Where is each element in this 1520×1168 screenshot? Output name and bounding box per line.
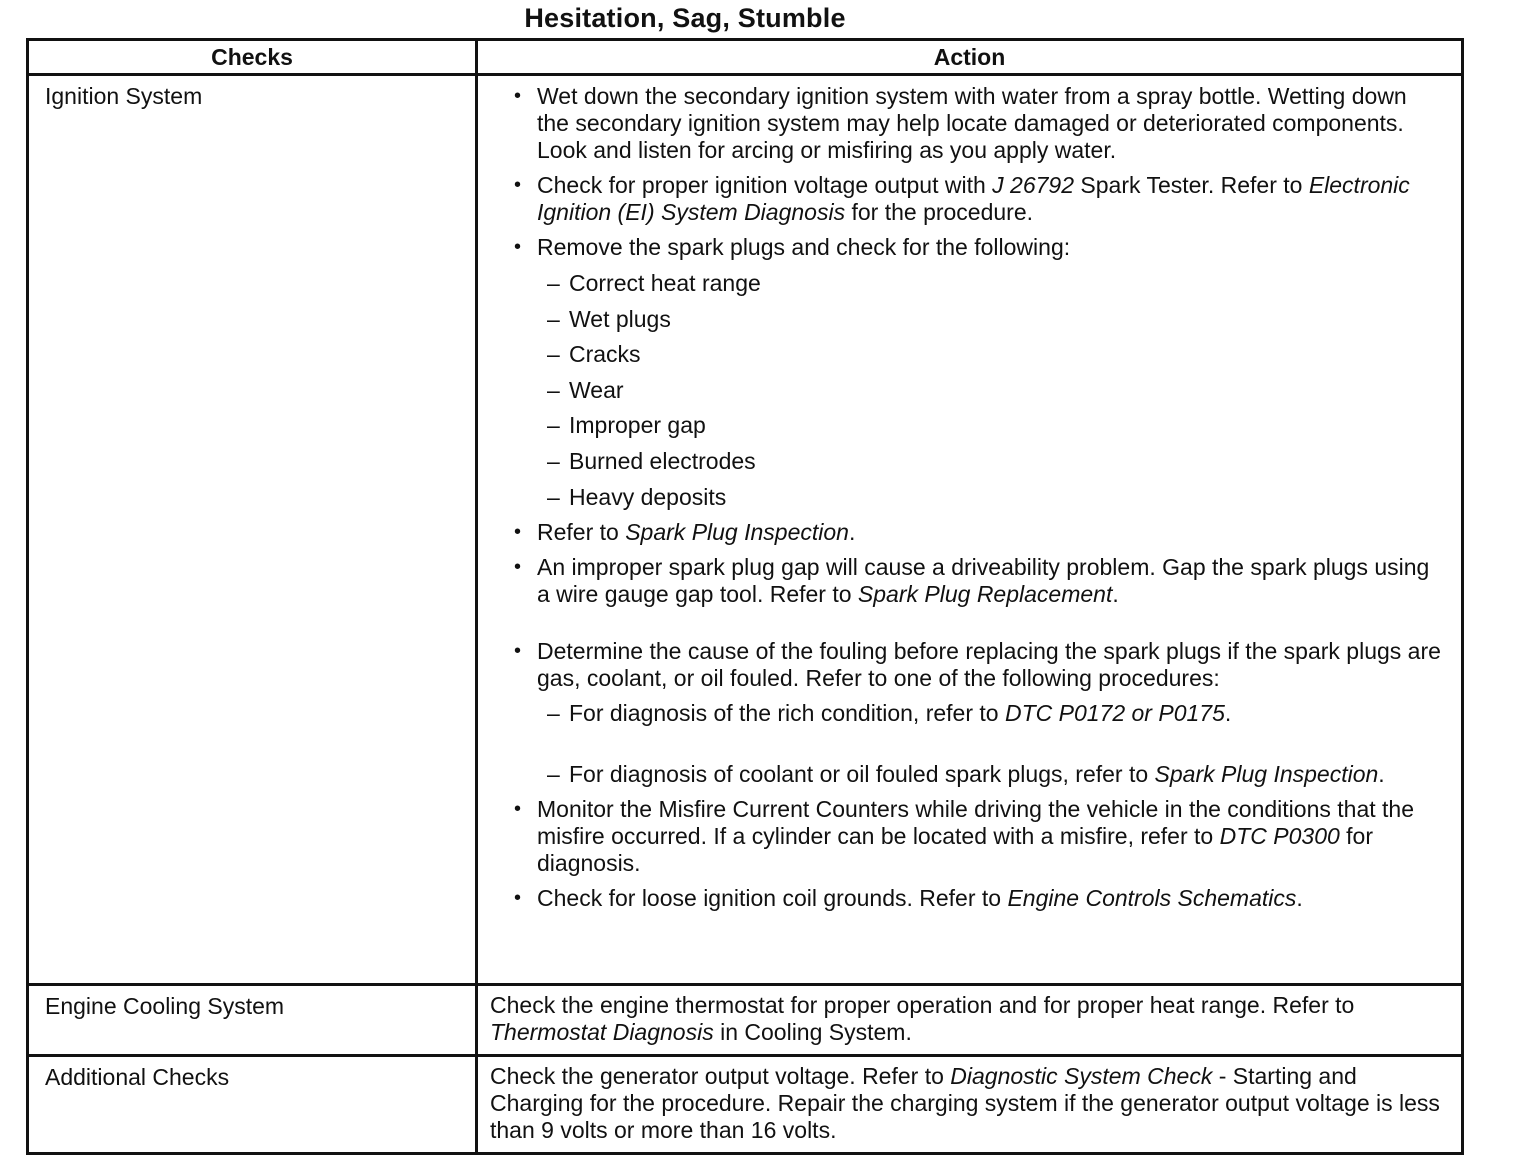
sub-item: – For diagnosis of coolant or oil fouled spark plugs, refer to Spark Plug Inspection. bbox=[547, 760, 1385, 787]
table-row-cooling bbox=[28, 985, 1463, 1056]
list-item: • Check for loose ignition coil grounds. Refer to Engine Controls Schematics. bbox=[514, 884, 1303, 911]
check-label-additional: Additional Checks bbox=[45, 1064, 230, 1090]
sub-item: – Correct heat range bbox=[547, 270, 761, 296]
check-label-ignition: Ignition System bbox=[45, 83, 203, 109]
check-cell bbox=[28, 985, 477, 1056]
list-item: • Wet down the secondary ignition system with water from a spray bottle. Wetting down the secondary ignition system may help locate damaged or deteriorated components. Look and listen for arcing or misfiring as you apply water. bbox=[514, 83, 1407, 163]
sub-list bbox=[537, 700, 1441, 788]
list-item: • An improper spark plug gap will cause a driveability problem. Gap the spark plugs using a wire gauge gap tool. Refer to Spark Plug Replacement. bbox=[514, 553, 1430, 607]
check-label-cooling: Engine Cooling System bbox=[45, 993, 285, 1019]
action-cell bbox=[477, 75, 1463, 985]
list-item: • Determine the cause of the fouling before replacing the spark plugs if the spark plugs are gas, coolant, or oil fouled. Refer to one of the following procedures: – For diagnosis of the rich condition, refer to DTC P0172 or P0175. – For diagnosis of coolant or oil fouled spark plugs, refer to Spark Plug Inspection. bbox=[514, 637, 1441, 787]
action-text-cooling: Check the engine thermostat for proper operation and for proper heat range. Refer to Thermostat Diagnosis in Cooling System. bbox=[490, 992, 1355, 1045]
check-cell bbox=[28, 75, 477, 985]
page-title: Hesitation, Sag, Stumble bbox=[524, 3, 846, 33]
table-row-ignition bbox=[28, 75, 1463, 985]
diagnostic-table bbox=[26, 38, 1464, 1155]
action-cell bbox=[477, 1056, 1463, 1154]
sub-item: – Cracks bbox=[547, 341, 641, 368]
action-list bbox=[478, 76, 1461, 912]
sub-item: – For diagnosis of the rich condition, refer to DTC P0172 or P0175. bbox=[547, 699, 1232, 726]
header-action: Action bbox=[477, 40, 1463, 75]
list-item: • Check for proper ignition voltage output with J 26792 Spark Tester. Refer to Electronic Ignition (EI) System Diagnosis for the procedure. bbox=[514, 172, 1410, 225]
list-item: • Remove the spark plugs and check for the following: – Correct heat range – Wet plugs – Cracks – Wear – Improper gap – Burned electrodes – Heavy deposits bbox=[510, 234, 1441, 511]
action-text-additional: Check the generator output voltage. Refer to Diagnostic System Check - Starting and Charging for the procedure. Repair the charging system if the generator output voltage is less than 9 volts or more than 16 volts. bbox=[490, 1063, 1440, 1143]
sub-item: – Wet plugs bbox=[547, 305, 671, 332]
check-cell bbox=[28, 1056, 477, 1154]
sub-list bbox=[537, 270, 1441, 511]
sub-item: – Wear bbox=[547, 376, 624, 403]
action-cell bbox=[477, 985, 1463, 1056]
sub-item: – Heavy deposits bbox=[547, 483, 727, 510]
list-item: • Monitor the Misfire Current Counters while driving the vehicle in the conditions that the misfire occurred. If a cylinder can be located with a misfire, refer to DTC P0300 for diagnosis. bbox=[514, 795, 1414, 876]
list-item: • Refer to Spark Plug Inspection. bbox=[514, 518, 856, 545]
table-row-additional bbox=[28, 1056, 1463, 1154]
header-checks: Checks bbox=[28, 40, 477, 75]
table-header-row bbox=[28, 40, 1463, 75]
sub-item: – Burned electrodes bbox=[547, 447, 756, 474]
sub-item: – Improper gap bbox=[547, 412, 706, 439]
